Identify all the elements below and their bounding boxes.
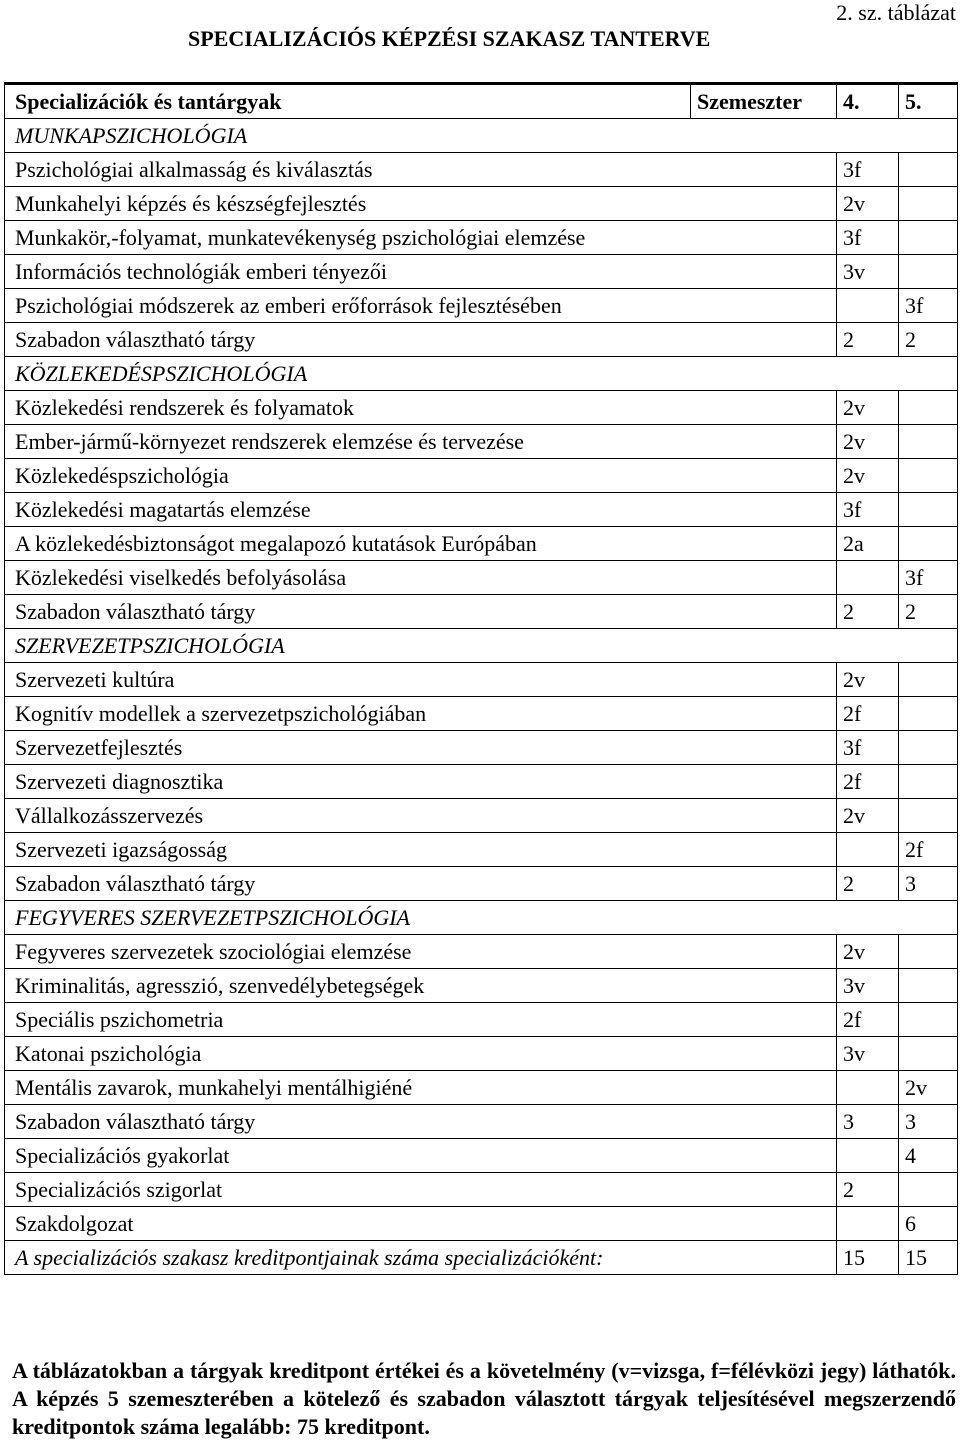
table-row xyxy=(5,459,958,493)
column-header-subjects: Specializációk és tantárgyak xyxy=(5,84,691,119)
subject-name: Szervezeti igazságosság xyxy=(5,833,837,867)
table-row xyxy=(5,595,958,629)
table-row xyxy=(5,765,958,799)
semester-4-value: 2v xyxy=(837,425,899,459)
semester-5-value xyxy=(899,493,958,527)
section-spacer xyxy=(899,357,958,391)
semester-5-value xyxy=(899,187,958,221)
subject-name: Szabadon választható tárgy xyxy=(5,595,837,629)
semester-5-value xyxy=(899,1173,958,1207)
subject-name: Szervezeti kultúra xyxy=(5,663,837,697)
section-spacer xyxy=(899,901,958,935)
semester-4-value: 3v xyxy=(837,1037,899,1071)
semester-4-value: 3f xyxy=(837,221,899,255)
subject-name: Vállalkozásszervezés xyxy=(5,799,837,833)
semester-4-value: 3f xyxy=(837,731,899,765)
semester-5-value: 2 xyxy=(899,323,958,357)
section-spacer xyxy=(837,629,899,663)
section-header-row xyxy=(5,119,958,153)
semester-5-value: 6 xyxy=(899,1207,958,1241)
semester-4-value xyxy=(837,289,899,323)
semester-4-value: 2v xyxy=(837,459,899,493)
section-header-row xyxy=(5,357,958,391)
summary-row xyxy=(5,1241,958,1275)
footnote: A táblázatokban a tárgyak kreditpont értékei és a követelmény (v=vizsga, f=félévközi jegy) láthatók. A képzés 5 szemeszterében a kötelező és szabadon választott tárgyak teljesítésével megszerzendő kreditpontok száma legalább: 75 kreditpont. xyxy=(12,1358,956,1439)
summary-label: A specializációs szakasz kreditpontjainak száma specializációként: xyxy=(5,1241,837,1275)
column-header-semester-5: 5. xyxy=(899,84,958,119)
subject-name: Pszichológiai módszerek az emberi erőforrások fejlesztésében xyxy=(5,289,837,323)
semester-4-value xyxy=(837,1139,899,1173)
subject-name: Specializációs gyakorlat xyxy=(5,1139,837,1173)
semester-5-value xyxy=(899,255,958,289)
semester-5-value xyxy=(899,221,958,255)
table-row xyxy=(5,1139,958,1173)
table-row xyxy=(5,493,958,527)
semester-5-value xyxy=(899,459,958,493)
semester-5-value xyxy=(899,1003,958,1037)
summary-semester-5: 15 xyxy=(899,1241,958,1275)
semester-4-value: 2f xyxy=(837,765,899,799)
subject-name: Információs technológiák emberi tényezői xyxy=(5,255,837,289)
curriculum-table xyxy=(4,82,958,1275)
semester-4-value: 2v xyxy=(837,663,899,697)
subject-name: Szervezetfejlesztés xyxy=(5,731,837,765)
semester-5-value xyxy=(899,935,958,969)
table-row xyxy=(5,1003,958,1037)
subject-name: Közlekedési rendszerek és folyamatok xyxy=(5,391,837,425)
table-row xyxy=(5,1037,958,1071)
semester-4-value: 3f xyxy=(837,153,899,187)
subject-name: Katonai pszichológia xyxy=(5,1037,837,1071)
semester-4-value: 2 xyxy=(837,323,899,357)
subject-name: Közlekedési magatartás elemzése xyxy=(5,493,837,527)
section-spacer xyxy=(837,357,899,391)
table-row xyxy=(5,425,958,459)
semester-4-value: 2v xyxy=(837,391,899,425)
semester-5-value: 3 xyxy=(899,1105,958,1139)
summary-semester-4: 15 xyxy=(837,1241,899,1275)
table-row xyxy=(5,833,958,867)
subject-name: Kriminalitás, agresszió, szenvedélybetegségek xyxy=(5,969,837,1003)
subject-name: Ember-jármű-környezet rendszerek elemzése és tervezése xyxy=(5,425,837,459)
subject-name: Munkakör,-folyamat, munkatevékenység pszichológiai elemzése xyxy=(5,221,837,255)
semester-4-value: 2a xyxy=(837,527,899,561)
section-spacer xyxy=(837,119,899,153)
semester-5-value xyxy=(899,697,958,731)
section-title: FEGYVERES SZERVEZETPSZICHOLÓGIA xyxy=(5,901,837,935)
subject-name: Munkahelyi képzés és készségfejlesztés xyxy=(5,187,837,221)
semester-5-value: 3f xyxy=(899,289,958,323)
subject-name: Pszichológiai alkalmasság és kiválasztás xyxy=(5,153,837,187)
semester-4-value: 2 xyxy=(837,595,899,629)
table-row xyxy=(5,561,958,595)
section-header-row xyxy=(5,629,958,663)
semester-4-value: 3 xyxy=(837,1105,899,1139)
subject-name: Közlekedési viselkedés befolyásolása xyxy=(5,561,837,595)
table-row xyxy=(5,663,958,697)
column-header-semester-4: 4. xyxy=(837,84,899,119)
semester-4-value: 2v xyxy=(837,935,899,969)
semester-4-value xyxy=(837,833,899,867)
subject-name: Specializációs szigorlat xyxy=(5,1173,837,1207)
semester-5-value xyxy=(899,731,958,765)
subject-name: Szabadon választható tárgy xyxy=(5,323,837,357)
subject-name: Speciális pszichometria xyxy=(5,1003,837,1037)
semester-4-value: 2 xyxy=(837,1173,899,1207)
semester-4-value: 2v xyxy=(837,799,899,833)
table-header-row xyxy=(5,84,958,119)
section-spacer xyxy=(899,629,958,663)
semester-5-value: 2v xyxy=(899,1071,958,1105)
section-title: MUNKAPSZICHOLÓGIA xyxy=(5,119,837,153)
section-spacer xyxy=(899,119,958,153)
table-row xyxy=(5,255,958,289)
table-number-tag: 2. sz. táblázat xyxy=(836,0,956,25)
subject-name: Szabadon választható tárgy xyxy=(5,867,837,901)
semester-4-value: 3v xyxy=(837,969,899,1003)
subject-name: A közlekedésbiztonságot megalapozó kutatások Európában xyxy=(5,527,837,561)
column-header-semester: Szemeszter xyxy=(691,84,837,119)
section-title: KÖZLEKEDÉSPSZICHOLÓGIA xyxy=(5,357,837,391)
table-row xyxy=(5,867,958,901)
subject-name: Szakdolgozat xyxy=(5,1207,837,1241)
table-row xyxy=(5,799,958,833)
semester-5-value: 3f xyxy=(899,561,958,595)
semester-4-value: 3f xyxy=(837,493,899,527)
table-row xyxy=(5,1105,958,1139)
subject-name: Szabadon választható tárgy xyxy=(5,1105,837,1139)
table-row xyxy=(5,969,958,1003)
semester-5-value xyxy=(899,663,958,697)
table-row xyxy=(5,1207,958,1241)
subject-name: Kognitív modellek a szervezetpszichológiában xyxy=(5,697,837,731)
table-row xyxy=(5,731,958,765)
semester-5-value: 4 xyxy=(899,1139,958,1173)
semester-4-value xyxy=(837,1071,899,1105)
table-row xyxy=(5,323,958,357)
semester-5-value xyxy=(899,969,958,1003)
semester-4-value: 2v xyxy=(837,187,899,221)
semester-5-value: 2f xyxy=(899,833,958,867)
table-row xyxy=(5,697,958,731)
section-header-row xyxy=(5,901,958,935)
semester-4-value xyxy=(837,1207,899,1241)
table-row xyxy=(5,153,958,187)
subject-name: Közlekedéspszichológia xyxy=(5,459,837,493)
semester-5-value: 3 xyxy=(899,867,958,901)
semester-5-value xyxy=(899,425,958,459)
table-row xyxy=(5,527,958,561)
semester-5-value xyxy=(899,1037,958,1071)
semester-4-value xyxy=(837,561,899,595)
table-row xyxy=(5,391,958,425)
page-title: SPECIALIZÁCIÓS KÉPZÉSI SZAKASZ TANTERVE xyxy=(188,26,711,51)
subject-name: Mentális zavarok, munkahelyi mentálhigiéné xyxy=(5,1071,837,1105)
section-title: SZERVEZETPSZICHOLÓGIA xyxy=(5,629,837,663)
table-row xyxy=(5,1173,958,1207)
table-row xyxy=(5,1071,958,1105)
semester-5-value xyxy=(899,799,958,833)
table-row xyxy=(5,221,958,255)
semester-4-value: 2f xyxy=(837,697,899,731)
subject-name: Fegyveres szervezetek szociológiai elemzése xyxy=(5,935,837,969)
semester-5-value xyxy=(899,527,958,561)
semester-5-value: 2 xyxy=(899,595,958,629)
section-spacer xyxy=(837,901,899,935)
semester-4-value: 3v xyxy=(837,255,899,289)
table-row xyxy=(5,935,958,969)
semester-4-value: 2 xyxy=(837,867,899,901)
table-row xyxy=(5,187,958,221)
semester-5-value xyxy=(899,153,958,187)
subject-name: Szervezeti diagnosztika xyxy=(5,765,837,799)
semester-5-value xyxy=(899,391,958,425)
table-row xyxy=(5,289,958,323)
semester-4-value: 2f xyxy=(837,1003,899,1037)
semester-5-value xyxy=(899,765,958,799)
